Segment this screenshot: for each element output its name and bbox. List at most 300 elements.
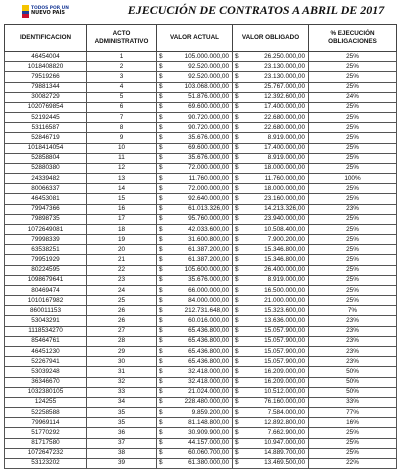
cell-identificacion: 24339482: [5, 174, 87, 184]
currency-symbol: $: [235, 327, 239, 335]
cell-valor-obligado: [233, 285, 309, 295]
amount-value: 92.640.000,00: [188, 194, 229, 202]
cell-identificacion: 30082729: [5, 92, 87, 102]
currency-symbol: $: [235, 52, 239, 60]
cell-identificacion: 63538251: [5, 245, 87, 255]
cell-porcentaje: 25%: [309, 72, 397, 82]
currency-symbol: $: [159, 388, 163, 396]
amount-value: 10.508.400,00: [264, 225, 305, 233]
table-row: [5, 163, 397, 173]
cell-valor-obligado: [233, 306, 309, 316]
currency-symbol: $: [235, 256, 239, 264]
currency-symbol: $: [159, 276, 163, 284]
table-row: [5, 326, 397, 336]
cell-valor-actual: [157, 418, 233, 428]
table-row: [5, 265, 397, 275]
table-row: [5, 133, 397, 143]
cell-acto-administrativo: 39: [87, 458, 157, 468]
amount-value: 32.418.000,00: [188, 378, 229, 386]
cell-identificacion: 79898735: [5, 214, 87, 224]
cell-identificacion: 1010167982: [5, 296, 87, 306]
cell-porcentaje: 25%: [309, 235, 397, 245]
cell-identificacion: 1098679641: [5, 275, 87, 285]
cell-valor-actual: [157, 153, 233, 163]
currency-symbol: $: [159, 378, 163, 386]
cell-valor-actual: [157, 296, 233, 306]
table-row: [5, 408, 397, 418]
currency-symbol: $: [159, 296, 163, 304]
cell-valor-actual: [157, 133, 233, 143]
table-row: [5, 336, 397, 346]
amount-value: 17.400.000,00: [264, 144, 305, 152]
cell-porcentaje: 7%: [309, 306, 397, 316]
cell-valor-actual: [157, 235, 233, 245]
cell-acto-administrativo: 4: [87, 82, 157, 92]
amount-value: 69.600.000,00: [188, 103, 229, 111]
logo-line-1: TODOS POR UN: [31, 6, 69, 11]
cell-identificacion: 1072647232: [5, 448, 87, 458]
cell-identificacion: 81717580: [5, 438, 87, 448]
currency-symbol: $: [235, 449, 239, 457]
column-header-acto-administrativo: ACTO ADMINISTRATIVO: [87, 25, 157, 52]
cell-porcentaje: 23%: [309, 336, 397, 346]
cell-acto-administrativo: 24: [87, 285, 157, 295]
cell-valor-actual: [157, 72, 233, 82]
table-row: [5, 72, 397, 82]
cell-valor-obligado: [233, 224, 309, 234]
amount-value: 23.130.000,00: [264, 72, 305, 80]
amount-value: 11.760.000,00: [188, 174, 229, 182]
cell-acto-administrativo: 29: [87, 346, 157, 356]
cell-identificacion: 79969114: [5, 418, 87, 428]
cell-porcentaje: 25%: [309, 224, 397, 234]
currency-symbol: $: [159, 164, 163, 172]
cell-valor-actual: [157, 143, 233, 153]
currency-symbol: $: [235, 306, 239, 314]
cell-acto-administrativo: 18: [87, 224, 157, 234]
cell-valor-obligado: [233, 245, 309, 255]
currency-symbol: $: [235, 113, 239, 121]
cell-valor-obligado: [233, 102, 309, 112]
currency-symbol: $: [159, 93, 163, 101]
currency-symbol: $: [235, 225, 239, 233]
currency-symbol: $: [159, 347, 163, 355]
currency-symbol: $: [159, 225, 163, 233]
currency-symbol: $: [159, 215, 163, 223]
amount-value: 90.720.000,00: [188, 113, 229, 121]
currency-symbol: $: [235, 93, 239, 101]
amount-value: 61.387.200,00: [188, 256, 229, 264]
amount-value: 103.068.000,00: [184, 83, 229, 91]
cell-identificacion: 1018408820: [5, 62, 87, 72]
currency-symbol: $: [235, 154, 239, 162]
cell-identificacion: 860011153: [5, 306, 87, 316]
table-row: [5, 296, 397, 306]
currency-symbol: $: [235, 205, 239, 213]
cell-valor-obligado: [233, 194, 309, 204]
amount-value: 8.919.000,00: [267, 154, 305, 162]
cell-porcentaje: 25%: [309, 133, 397, 143]
table-row: [5, 82, 397, 92]
cell-valor-obligado: [233, 255, 309, 265]
amount-value: 8.919.000,00: [267, 133, 305, 141]
currency-symbol: $: [159, 184, 163, 192]
cell-valor-obligado: [233, 326, 309, 336]
cell-acto-administrativo: 36: [87, 428, 157, 438]
cell-porcentaje: 25%: [309, 113, 397, 123]
cell-valor-actual: [157, 438, 233, 448]
table-row: [5, 62, 397, 72]
table-row: [5, 397, 397, 407]
cell-porcentaje: 16%: [309, 418, 397, 428]
amount-value: 35.676.000,00: [188, 154, 229, 162]
table-row: [5, 245, 397, 255]
cell-valor-obligado: [233, 204, 309, 214]
cell-acto-administrativo: 25: [87, 296, 157, 306]
cell-identificacion: 79998339: [5, 235, 87, 245]
cell-valor-obligado: [233, 123, 309, 133]
cell-valor-obligado: [233, 174, 309, 184]
amount-value: 26.400.000,00: [264, 266, 305, 274]
cell-valor-actual: [157, 408, 233, 418]
table-row: [5, 153, 397, 163]
cell-acto-administrativo: 38: [87, 448, 157, 458]
currency-symbol: $: [159, 154, 163, 162]
cell-valor-actual: [157, 397, 233, 407]
cell-identificacion: 53123202: [5, 458, 87, 468]
cell-porcentaje: 25%: [309, 296, 397, 306]
table-row: [5, 235, 397, 245]
cell-porcentaje: 24%: [309, 92, 397, 102]
cell-acto-administrativo: 32: [87, 377, 157, 387]
amount-value: 16.209.000,00: [264, 367, 305, 375]
currency-symbol: $: [235, 235, 239, 243]
cell-acto-administrativo: 13: [87, 174, 157, 184]
amount-value: 14.889.700,00: [264, 449, 305, 457]
cell-valor-obligado: [233, 367, 309, 377]
amount-value: 12.392.600,00: [264, 93, 305, 101]
cell-acto-administrativo: 31: [87, 367, 157, 377]
table-row: [5, 123, 397, 133]
table-row: [5, 102, 397, 112]
cell-porcentaje: 23%: [309, 357, 397, 367]
page-title: EJECUCIÓN DE CONTRATOS A ABRIL DE 2017: [127, 3, 385, 17]
amount-value: 31.600.800,00: [188, 235, 229, 243]
contracts-table: [4, 24, 397, 469]
cell-identificacion: 79951929: [5, 255, 87, 265]
column-header-valor-obligado: VALOR OBLIGADO: [233, 25, 309, 52]
cell-porcentaje: 25%: [309, 265, 397, 275]
cell-porcentaje: 23%: [309, 204, 397, 214]
cell-porcentaje: 25%: [309, 438, 397, 448]
amount-value: 65.436.800,00: [188, 337, 229, 345]
currency-symbol: $: [159, 266, 163, 274]
currency-symbol: $: [159, 459, 163, 467]
amount-value: 105.000.000,00: [184, 52, 229, 60]
currency-symbol: $: [235, 215, 239, 223]
currency-symbol: $: [159, 144, 163, 152]
amount-value: 23.940.000,00: [264, 215, 305, 223]
table-row: [5, 275, 397, 285]
cell-identificacion: 46451230: [5, 346, 87, 356]
cell-valor-actual: [157, 326, 233, 336]
cell-valor-actual: [157, 174, 233, 184]
currency-symbol: $: [159, 306, 163, 314]
amount-value: 42.033.600,00: [188, 225, 229, 233]
cell-valor-obligado: [233, 133, 309, 143]
cell-valor-obligado: [233, 357, 309, 367]
cell-acto-administrativo: 28: [87, 336, 157, 346]
currency-symbol: $: [159, 428, 163, 436]
cell-acto-administrativo: 8: [87, 123, 157, 133]
cell-valor-actual: [157, 387, 233, 397]
cell-valor-actual: [157, 52, 233, 62]
amount-value: 7.662.900,00: [267, 428, 305, 436]
cell-valor-obligado: [233, 62, 309, 72]
cell-porcentaje: 33%: [309, 397, 397, 407]
table-row: [5, 194, 397, 204]
amount-value: 11.760.000,00: [264, 174, 305, 182]
table-row: [5, 184, 397, 194]
cell-porcentaje: 25%: [309, 428, 397, 438]
cell-identificacion: 1020769854: [5, 102, 87, 112]
cell-acto-administrativo: 9: [87, 133, 157, 143]
table-row: [5, 174, 397, 184]
cell-acto-administrativo: 17: [87, 214, 157, 224]
cell-valor-obligado: [233, 275, 309, 285]
currency-symbol: $: [159, 245, 163, 253]
cell-acto-administrativo: 37: [87, 438, 157, 448]
amount-value: 21.024.000,00: [188, 388, 229, 396]
cell-valor-obligado: [233, 418, 309, 428]
table-row: [5, 387, 397, 397]
amount-value: 9.859.200,00: [191, 408, 229, 416]
amount-value: 65.436.800,00: [188, 357, 229, 365]
table-header-row: [5, 25, 397, 52]
amount-value: 30.909.900,00: [188, 428, 229, 436]
cell-acto-administrativo: 7: [87, 113, 157, 123]
cell-identificacion: 53039248: [5, 367, 87, 377]
currency-symbol: $: [235, 418, 239, 426]
amount-value: 90.720.000,00: [188, 123, 229, 131]
cell-acto-administrativo: 26: [87, 316, 157, 326]
amount-value: 7.584.000,00: [267, 408, 305, 416]
currency-symbol: $: [235, 439, 239, 447]
cell-acto-administrativo: 1: [87, 52, 157, 62]
currency-symbol: $: [159, 327, 163, 335]
currency-symbol: $: [235, 347, 239, 355]
currency-symbol: $: [235, 357, 239, 365]
cell-valor-actual: [157, 62, 233, 72]
cell-valor-actual: [157, 224, 233, 234]
currency-symbol: $: [159, 123, 163, 131]
cell-porcentaje: 23%: [309, 316, 397, 326]
cell-identificacion: 79519266: [5, 72, 87, 82]
cell-identificacion: 79947366: [5, 204, 87, 214]
cell-porcentaje: 50%: [309, 367, 397, 377]
amount-value: 72.000.000,00: [188, 184, 229, 192]
currency-symbol: $: [235, 164, 239, 172]
amount-value: 8.919.000,00: [267, 276, 305, 284]
table-row: [5, 285, 397, 295]
cell-valor-actual: [157, 428, 233, 438]
cell-valor-actual: [157, 377, 233, 387]
amount-value: 16.500.000,00: [264, 286, 305, 294]
currency-symbol: $: [235, 428, 239, 436]
currency-symbol: $: [235, 245, 239, 253]
currency-symbol: $: [159, 174, 163, 182]
cell-acto-administrativo: 14: [87, 184, 157, 194]
amount-value: 65.436.800,00: [188, 347, 229, 355]
cell-valor-obligado: [233, 214, 309, 224]
cell-acto-administrativo: 21: [87, 255, 157, 265]
table-row: [5, 204, 397, 214]
cell-valor-obligado: [233, 316, 309, 326]
cell-acto-administrativo: 26: [87, 306, 157, 316]
amount-value: 61.013.326,00: [188, 205, 229, 213]
cell-porcentaje: 77%: [309, 408, 397, 418]
cell-porcentaje: 25%: [309, 255, 397, 265]
amount-value: 25.767.000,00: [264, 83, 305, 91]
amount-value: 15.346.800,00: [264, 256, 305, 264]
cell-valor-obligado: [233, 72, 309, 82]
table-row: [5, 316, 397, 326]
cell-valor-obligado: [233, 265, 309, 275]
amount-value: 15.057.900,00: [264, 337, 305, 345]
table-row: [5, 346, 397, 356]
table-row: [5, 458, 397, 468]
currency-symbol: $: [235, 388, 239, 396]
currency-symbol: $: [159, 205, 163, 213]
cell-porcentaje: 22%: [309, 458, 397, 468]
table-row: [5, 306, 397, 316]
cell-acto-administrativo: 16: [87, 204, 157, 214]
column-header-identificacion: IDENTIFICACION: [5, 25, 87, 52]
cell-acto-administrativo: 34: [87, 397, 157, 407]
cell-valor-actual: [157, 214, 233, 224]
currency-symbol: $: [235, 367, 239, 375]
cell-porcentaje: 23%: [309, 326, 397, 336]
cell-valor-obligado: [233, 296, 309, 306]
amount-value: 69.600.000,00: [188, 144, 229, 152]
amount-value: 23.130.000,00: [264, 62, 305, 70]
cell-valor-obligado: [233, 82, 309, 92]
currency-symbol: $: [235, 123, 239, 131]
cell-identificacion: 1018414054: [5, 143, 87, 153]
currency-symbol: $: [159, 398, 163, 406]
amount-value: 60.060.700,00: [188, 449, 229, 457]
cell-valor-obligado: [233, 143, 309, 153]
cell-porcentaje: 25%: [309, 153, 397, 163]
currency-symbol: $: [159, 317, 163, 325]
cell-valor-obligado: [233, 92, 309, 102]
amount-value: 23.160.000,00: [264, 194, 305, 202]
currency-symbol: $: [235, 184, 239, 192]
currency-symbol: $: [159, 256, 163, 264]
cell-valor-obligado: [233, 336, 309, 346]
cell-valor-obligado: [233, 377, 309, 387]
cell-acto-administrativo: 12: [87, 163, 157, 173]
cell-acto-administrativo: 20: [87, 245, 157, 255]
currency-symbol: $: [159, 194, 163, 202]
amount-value: 13.469.500,00: [264, 459, 305, 467]
currency-symbol: $: [159, 133, 163, 141]
cell-porcentaje: 25%: [309, 275, 397, 285]
cell-identificacion: 52258588: [5, 408, 87, 418]
amount-value: 228.480.000,00: [184, 398, 229, 406]
cell-acto-administrativo: 11: [87, 153, 157, 163]
currency-symbol: $: [159, 235, 163, 243]
table-row: [5, 143, 397, 153]
cell-acto-administrativo: 5: [87, 92, 157, 102]
cell-identificacion: 46454004: [5, 52, 87, 62]
cell-porcentaje: 25%: [309, 52, 397, 62]
cell-porcentaje: 25%: [309, 448, 397, 458]
amount-value: 66.000.000,00: [188, 286, 229, 294]
cell-identificacion: 80469474: [5, 285, 87, 295]
currency-symbol: $: [235, 103, 239, 111]
cell-identificacion: 1118534270: [5, 326, 87, 336]
cell-valor-obligado: [233, 387, 309, 397]
cell-porcentaje: 25%: [309, 194, 397, 204]
cell-porcentaje: 50%: [309, 387, 397, 397]
table-row: [5, 224, 397, 234]
amount-value: 35.676.000,00: [188, 276, 229, 284]
cell-valor-actual: [157, 316, 233, 326]
cell-identificacion: 79881344: [5, 82, 87, 92]
cell-valor-actual: [157, 92, 233, 102]
amount-value: 13.636.000,00: [264, 317, 305, 325]
amount-value: 92.520.000,00: [188, 72, 229, 80]
cell-acto-administrativo: 33: [87, 387, 157, 397]
cell-acto-administrativo: 35: [87, 408, 157, 418]
amount-value: 26.250.000,00: [264, 52, 305, 60]
cell-identificacion: 52192445: [5, 113, 87, 123]
currency-symbol: $: [159, 62, 163, 70]
amount-value: 15.346.800,00: [264, 245, 305, 253]
amount-value: 18.000.000,00: [264, 164, 305, 172]
currency-symbol: $: [159, 72, 163, 80]
amount-value: 21.000.000,00: [264, 296, 305, 304]
currency-symbol: $: [235, 144, 239, 152]
cell-valor-actual: [157, 184, 233, 194]
table-row: [5, 92, 397, 102]
cell-valor-obligado: [233, 52, 309, 62]
table-row: [5, 52, 397, 62]
cell-valor-obligado: [233, 153, 309, 163]
currency-symbol: $: [159, 83, 163, 91]
cell-valor-actual: [157, 82, 233, 92]
cell-valor-actual: [157, 113, 233, 123]
currency-symbol: $: [159, 408, 163, 416]
currency-symbol: $: [235, 296, 239, 304]
currency-symbol: $: [159, 439, 163, 447]
cell-valor-actual: [157, 346, 233, 356]
cell-identificacion: 80224595: [5, 265, 87, 275]
cell-acto-administrativo: 22: [87, 265, 157, 275]
currency-symbol: $: [235, 266, 239, 274]
cell-identificacion: 52267941: [5, 357, 87, 367]
amount-value: 44.157.000,00: [188, 439, 229, 447]
cell-valor-obligado: [233, 163, 309, 173]
contracts-table-container: [4, 24, 396, 469]
cell-acto-administrativo: 15: [87, 194, 157, 204]
currency-symbol: $: [235, 286, 239, 294]
amount-value: 15.057.900,00: [264, 347, 305, 355]
amount-value: 84.000.000,00: [188, 296, 229, 304]
amount-value: 212.731.648,00: [184, 306, 229, 314]
amount-value: 35.676.000,00: [188, 133, 229, 141]
